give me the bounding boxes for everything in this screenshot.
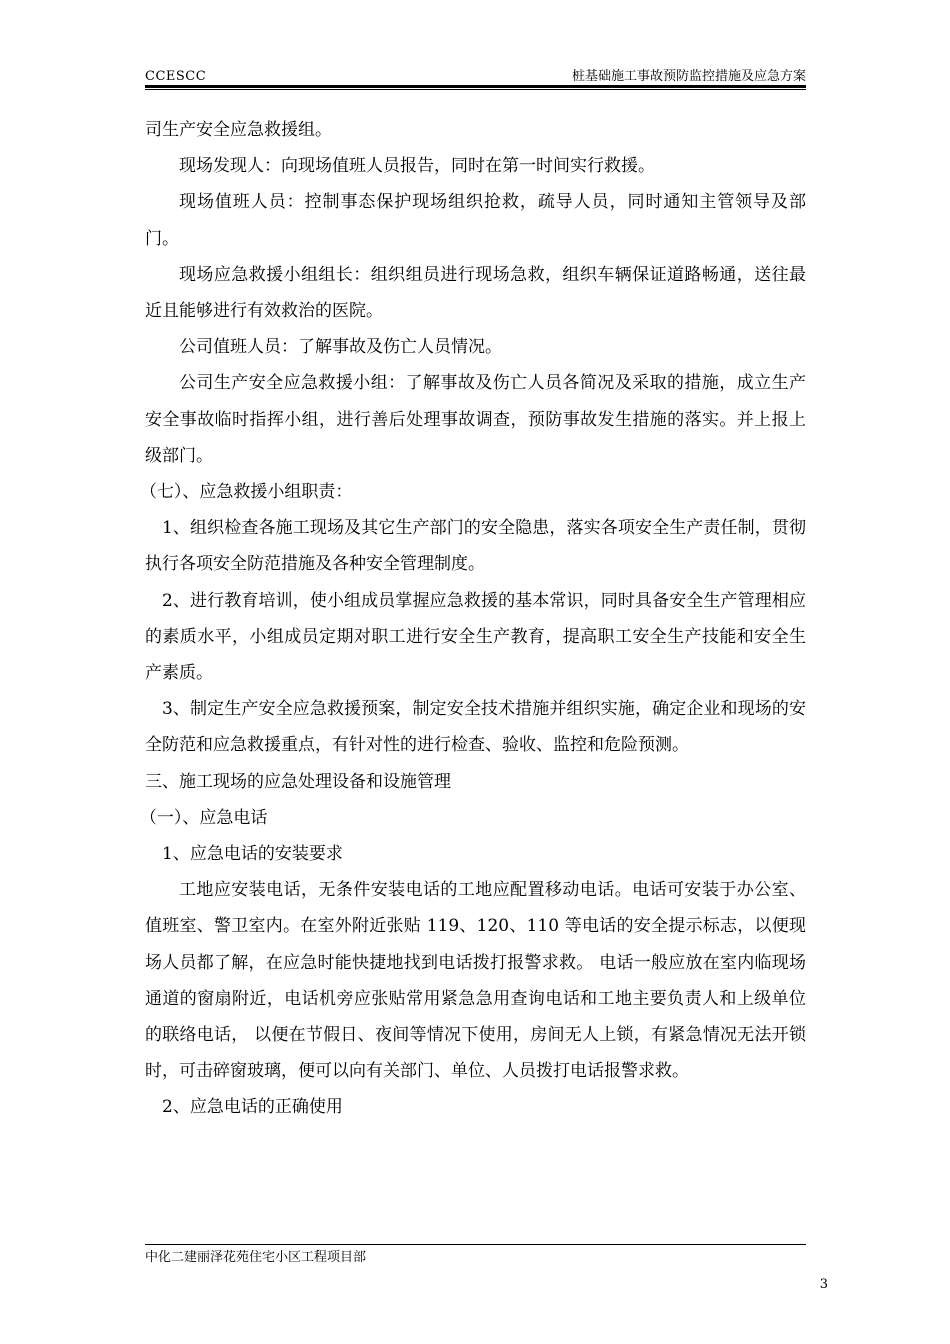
section-heading: （七）、应急救援小组职责： xyxy=(139,482,353,503)
paragraph: 司生产安全应急救援组。 xyxy=(145,120,332,140)
page-number: 3 xyxy=(819,1277,828,1292)
header-rule xyxy=(145,85,806,88)
section-heading: 三、施工现场的应急处理设备和设施管理 xyxy=(145,771,451,792)
document-body xyxy=(139,112,806,1126)
list-item: 1、组织检查各施工现场及其它生产部门的安全隐患，落实各项安全生产责任制，贯彻执行各项安全防范措施及各种安全管理制度。 xyxy=(145,518,806,575)
paragraph: 公司值班人员：了解事故及伤亡人员情况。 xyxy=(179,337,502,358)
page-header xyxy=(145,68,806,86)
header-document-title: 桩基础施工事故预防监控措施及应急方案 xyxy=(571,69,806,84)
paragraph: 现场值班人员：控制事态保护现场组织抢救，疏导人员，同时通知主管领导及部门。 xyxy=(145,192,806,249)
footer-rule xyxy=(145,1244,806,1245)
subsection-heading: 1、应急电话的安装要求 xyxy=(162,844,343,865)
paragraph: 现场应急救援小组组长：组织组员进行现场急救，组织车辆保证道路畅通，送往最近且能够进行有效救治的医院。 xyxy=(145,264,806,322)
paragraph: 公司生产安全应急救援小组：了解事故及伤亡人员各简况及采取的措施，成立生产安全事故临时指挥小组，进行善后处理事故调查，预防事故发生措施的落实。并上报上级部门。 xyxy=(145,373,806,466)
list-item: 2、进行教育培训，使小组成员掌握应急救援的基本常识，同时具备安全生产管理相应的素质水平，小组成员定期对职工进行安全生产教育，提高职工安全生产技能和安全生产素质。 xyxy=(145,590,806,684)
header-company-code: CCESCC xyxy=(145,69,207,84)
subsection-heading: 2、应急电话的正确使用 xyxy=(162,1097,343,1118)
footer-project-name: 中化二建丽泽花苑住宅小区工程项目部 xyxy=(145,1250,367,1265)
paragraph: 工地应安装电话，无条件安装电话的工地应配置移动电话。电话可安装于办公室、值班室、警卫室内。在室外附近张贴 119、120、110 等电话的安全提示标志，以便现场人员都了解，在应急时能快捷地找到电话拨打报警求救。 电话一般应放在室内临现场通道的窗扇附近，电话机旁应张贴常用紧急急用查询电话和工地主要负责人和上级单位的联络电话， 以便在节假日、夜间等情况下使用，房间无人上锁，有紧急情况无法开锁时，可击碎窗玻璃，便可以向有关部门、单位、人员拨打电话报警求救。 xyxy=(145,880,806,1082)
subsection-heading: （一）、应急电话 xyxy=(139,807,268,828)
header-rule-thin xyxy=(145,89,806,90)
list-item: 3、制定生产安全应急救援预案，制定安全技术措施并组织实施，确定企业和现场的安全防范和应急救援重点，有针对性的进行检查、验收、监控和危险预测。 xyxy=(145,699,806,756)
paragraph: 现场发现人：向现场值班人员报告，同时在第一时间实行救援。 xyxy=(179,156,655,177)
